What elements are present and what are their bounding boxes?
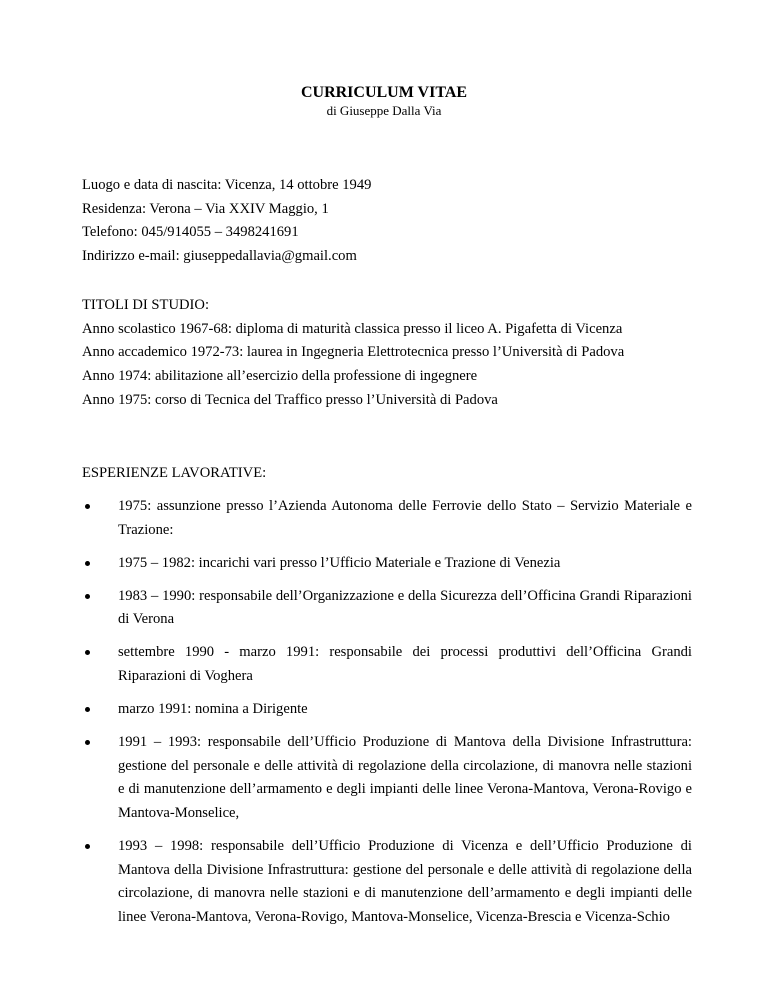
experience-item [82,495,692,542]
bullet-icon [85,650,90,655]
document-subtitle: di Giuseppe Dalla Via [326,103,442,118]
experience-item-text: 1993 – 1998: responsabile dell’Ufficio Produzione di Vicenza e dell’Ufficio Produzione di Mantova della Divisione Infrastruttura: gestione del personale e delle attività di regolazione della circolazione, di manovra nelle stazioni e di manutenzione dell’armamento e degli impianti delle linee Verona-Mantova, Verona-Rovigo, Mantova-Monselice, Vicenza-Brescia e Vicenza-Schio [118,838,692,925]
bullet-icon [85,844,90,849]
education-heading: TITOLI DI STUDIO: [82,297,209,313]
bullet-icon [85,740,90,745]
experience-heading-block [82,462,682,486]
bullet-icon [85,594,90,599]
experience-item [82,835,692,929]
personal-info [82,174,682,269]
bullet-icon [85,707,90,712]
experience-item-text: 1975 – 1982: incarichi vari presso l’Ufficio Materiale e Trazione di Venezia [118,554,561,571]
experience-item-text: 1991 – 1993: responsabile dell’Ufficio Produzione di Mantova della Divisione Infrastruttura: gestione del personale e delle attività di regolazione della circolazione, di manovra nelle stazioni e di manutenzione dell’armamento e degli impianti delle linee Verona-Mantova, Verona-Rovigo e Mantova-Monselice, [118,734,692,822]
experience-item-text: settembre 1990 - marzo 1991: responsabile dei processi produttivi dell’Officina Grandi Riparazioni di Voghera [118,644,692,685]
document-title: CURRICULUM VITAE [300,84,468,101]
experience-list [82,495,692,939]
education-item: Anno accademico 1972-73: laurea in Ingegneria Elettrotecnica presso l’Università di Padova [82,344,625,361]
bullet-icon [85,504,90,509]
education-item: Anno 1975: corso di Tecnica del Traffico presso l’Università di Padova [82,391,498,408]
bullet-icon [85,561,90,566]
experience-item [82,585,692,632]
experience-item-text: 1975: assunzione presso l’Azienda Autonoma delle Ferrovie dello Stato – Servizio Materiale e Trazione: [118,498,692,538]
experience-item [82,552,692,576]
education-item: Anno scolastico 1967-68: diploma di maturità classica presso il liceo A. Pigafetta di Vicenza [82,320,623,337]
email-info: Indirizzo e-mail: giuseppedallavia@gmail.com [82,248,357,265]
experience-item [82,698,692,722]
residence-info: Residenza: Verona – Via XXIV Maggio, 1 [82,200,329,217]
birth-info: Luogo e data di nascita: Vicenza, 14 ottobre 1949 [82,177,372,193]
experience-heading: ESPERIENZE LAVORATIVE: [82,465,267,481]
education-item: Anno 1974: abilitazione all’esercizio della professione di ingegnere [82,368,478,385]
phone-info: Telefono: 045/914055 – 3498241691 [82,224,299,241]
experience-item-text: 1983 – 1990: responsabile dell’Organizzazione e della Sicurezza dell’Officina Grandi Riparazioni di Verona [118,587,692,628]
experience-item-text: marzo 1991: nomina a Dirigente [118,701,308,718]
experience-item [82,641,692,688]
experience-item [82,731,692,825]
education-section [82,294,682,412]
